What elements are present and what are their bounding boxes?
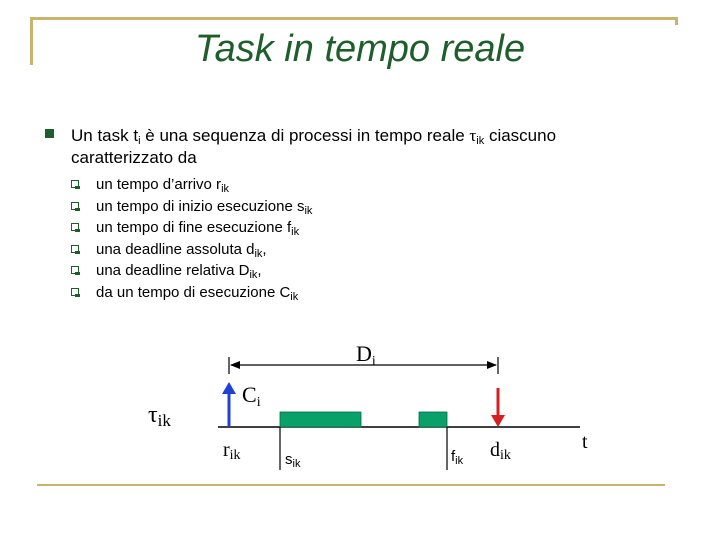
footer-divider <box>37 484 665 486</box>
title-frame-right <box>675 17 678 25</box>
main-text-sub-i: i <box>138 135 141 147</box>
list-item <box>71 198 312 220</box>
arrival-arrow-icon <box>222 382 236 394</box>
main-text-line2: caratterizzato da <box>71 148 197 167</box>
relative-deadline-label: Di <box>356 341 376 369</box>
list-item-sub: ik <box>249 269 258 282</box>
list-item-text: un tempo d’arrivo r <box>96 176 222 193</box>
absolute-deadline-label: dik <box>490 439 511 463</box>
list-item-text: un tempo di fine esecuzione f <box>96 219 292 237</box>
task-timeline-diagram <box>140 330 610 470</box>
list-item-sub: ik <box>304 204 313 217</box>
arrival-time-label: rik <box>223 439 241 463</box>
list-item-sub: ik <box>221 183 230 195</box>
computation-time-label: Ci <box>242 382 261 410</box>
main-bullet-text <box>71 125 671 169</box>
list-item <box>71 176 312 198</box>
list-item-sub: ik <box>254 247 263 260</box>
list-item-sub: ik <box>291 226 300 239</box>
checkbox-bullet-icon <box>71 180 79 188</box>
title-frame-top <box>30 17 678 20</box>
list-item-tail: , <box>257 262 262 280</box>
tau-symbol: τ <box>469 126 477 145</box>
main-text-pre: Un task t <box>71 126 139 145</box>
execution-block-1 <box>280 412 361 427</box>
checkbox-bullet-icon <box>71 202 79 210</box>
list-item-text: un tempo di inizio esecuzione s <box>96 197 305 215</box>
main-text-mid: è una sequenza di processi in tempo reale <box>140 126 470 145</box>
task-tau-label: τik <box>148 402 171 430</box>
list-item-tail: , <box>262 240 267 258</box>
time-axis-label: t <box>582 431 588 453</box>
slide-title: Task in tempo reale <box>194 28 526 70</box>
checkbox-bullet-icon <box>71 223 79 231</box>
deadline-arrow-icon <box>491 415 505 427</box>
execution-block-2 <box>419 412 447 427</box>
checkbox-bullet-icon <box>71 288 79 296</box>
checkbox-bullet-icon <box>71 245 79 253</box>
list-item <box>71 241 312 263</box>
square-bullet-icon <box>45 129 54 138</box>
list-item-text: una deadline relativa D <box>96 262 250 280</box>
main-text-post: ciascuno <box>484 126 557 145</box>
list-item-sub: ik <box>290 290 299 303</box>
start-time-label: $s_{ik}$ <box>285 451 301 470</box>
list-item-text: una deadline assoluta d <box>96 240 255 258</box>
list-item <box>71 219 312 241</box>
list-item <box>71 284 312 306</box>
checkbox-bullet-icon <box>71 266 79 274</box>
main-text-sub-ik: ik <box>476 135 485 147</box>
sub-bullet-list <box>71 176 312 306</box>
list-item <box>71 262 312 284</box>
list-item-text: da un tempo di esecuzione C <box>96 283 291 301</box>
finish-time-label: $f_{ik}$ <box>451 448 464 467</box>
